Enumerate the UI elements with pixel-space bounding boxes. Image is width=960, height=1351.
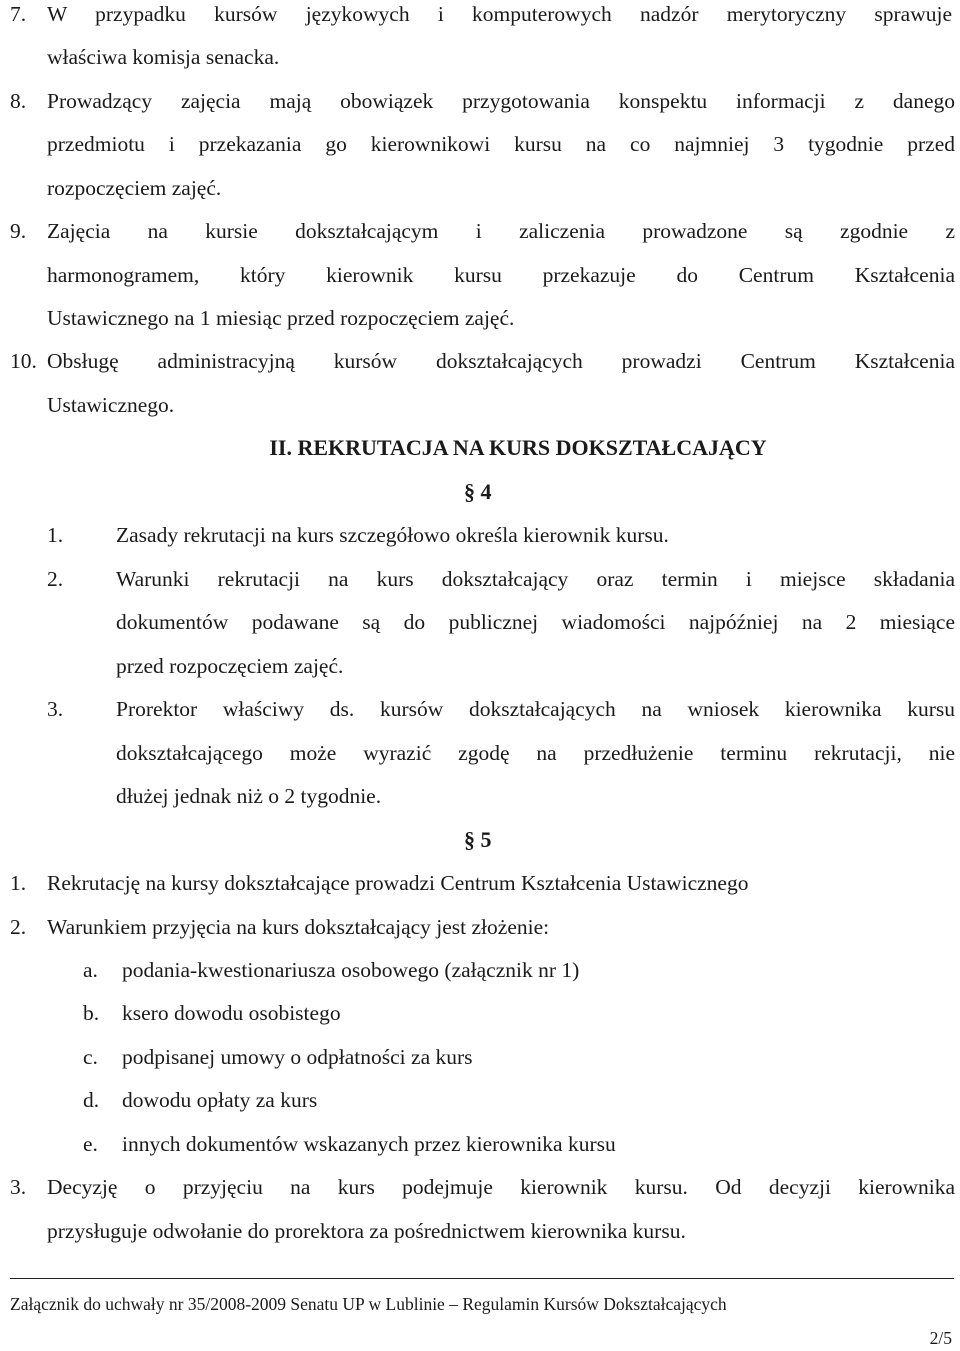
par4-item-3-text: dłużej jednak niż o 2 tygodnie.	[116, 784, 382, 808]
item-number: 10.	[10, 349, 37, 373]
item-10-text: Obsługę administracyjną kursów dokształcających prowadzi Centrum Kształcenia	[47, 349, 955, 373]
par4-item-2-text: dokumentów podawane są do publicznej wiadomości najpóźniej na 2 miesiące	[116, 610, 955, 634]
subitem-text: podania-kwestionariusza osobowego (załącznik nr 1)	[122, 958, 580, 982]
par4-item-2-text: Warunki rekrutacji na kurs dokształcający oraz termin i miejsce składania	[116, 567, 955, 591]
subitem-text: dowodu opłaty za kurs	[122, 1088, 318, 1112]
subitem-letter: d.	[83, 1088, 100, 1112]
item-number: 2.	[10, 915, 27, 939]
item-10-text: Ustawicznego.	[47, 393, 175, 417]
item-8-text: rozpoczęciem zajęć.	[47, 176, 222, 200]
subitem-text: innych dokumentów wskazanych przez kierownika kursu	[122, 1132, 616, 1156]
subitem-letter: e.	[83, 1132, 98, 1156]
subitem-letter: c.	[83, 1045, 98, 1069]
footer-rule	[10, 1278, 954, 1279]
item-number: 9.	[10, 219, 27, 243]
par4-item-1-text: Zasady rekrutacji na kurs szczegółowo określa kierownik kursu.	[116, 523, 669, 547]
subitem-letter: a.	[83, 958, 98, 982]
item-number: 3.	[10, 1175, 27, 1199]
subitem-text: podpisanej umowy o odpłatności za kurs	[122, 1045, 473, 1069]
item-number: 8.	[10, 89, 27, 113]
item-number: 3.	[47, 697, 64, 721]
par5-item-3-text: przysługuje odwołanie do prorektora za pośrednictwem kierownika kursu.	[47, 1219, 686, 1243]
item-9-text: Zajęcia na kursie dokształcającym i zaliczenia prowadzone są zgodnie z	[47, 219, 955, 243]
page-number: 2/5	[929, 1328, 952, 1348]
item-7-text: W przypadku kursów językowych i komputerowych nadzór merytoryczny sprawuje	[47, 2, 952, 26]
par5-item-3-text: Decyzję o przyjęciu na kurs podejmuje kierownik kursu. Od decyzji kierownika	[47, 1175, 955, 1199]
item-8-text: przedmiotu i przekazania go kierownikowi kursu na co najmniej 3 tygodnie przed	[47, 132, 955, 156]
item-9-text: harmonogramem, który kierownik kursu przekazuje do Centrum Kształcenia	[47, 263, 955, 287]
section-heading: II. REKRUTACJA NA KURS DOKSZTAŁCAJĄCY	[269, 435, 767, 460]
item-number: 2.	[47, 567, 64, 591]
paragraph-label: § 5	[464, 827, 492, 852]
par4-item-2-text: przed rozpoczęciem zajęć.	[116, 654, 344, 678]
item-number: 7.	[10, 2, 27, 26]
par5-item-1-text: Rekrutację na kursy dokształcające prowadzi Centrum Kształcenia Ustawicznego	[47, 871, 749, 895]
item-9-text: Ustawicznego na 1 miesiąc przed rozpoczęciem zajęć.	[47, 306, 515, 330]
par4-item-3-text: Prorektor właściwy ds. kursów dokształcających na wniosek kierownika kursu	[116, 697, 955, 721]
par4-item-3-text: dokształcającego może wyrazić zgodę na przedłużenie terminu rekrutacji, nie	[116, 741, 955, 765]
item-number: 1.	[47, 523, 64, 547]
paragraph-label: § 4	[464, 479, 492, 504]
item-number: 1.	[10, 871, 27, 895]
subitem-letter: b.	[83, 1001, 100, 1025]
item-8-text: Prowadzący zajęcia mają obowiązek przygotowania konspektu informacji z danego	[47, 89, 955, 113]
footer-text: Załącznik do uchwały nr 35/2008-2009 Senatu UP w Lublinie – Regulamin Kursów Dokształcających	[10, 1294, 727, 1314]
par5-item-2-text: Warunkiem przyjęcia na kurs dokształcający jest złożenie:	[47, 915, 550, 939]
subitem-text: ksero dowodu osobistego	[122, 1001, 341, 1025]
item-7-text: właściwa komisja senacka.	[47, 45, 280, 69]
